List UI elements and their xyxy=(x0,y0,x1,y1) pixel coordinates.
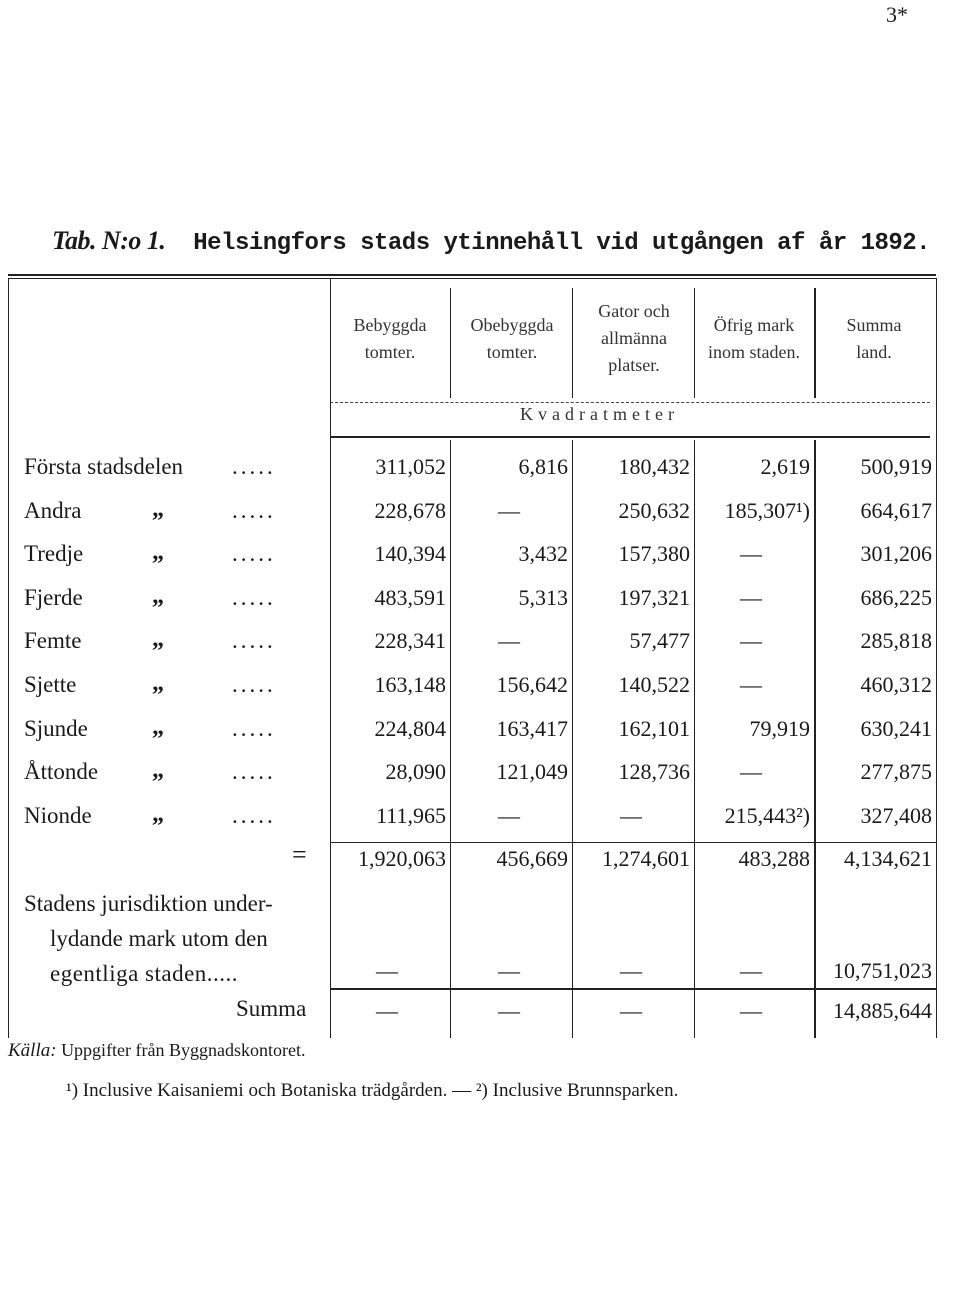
table-cell: 630,241 xyxy=(860,715,932,741)
source-text: Uppgifter från Byggnadskontoret. xyxy=(61,1040,306,1060)
table-cell: 2,619 xyxy=(760,454,810,479)
table-cell: 140,394 xyxy=(374,541,446,567)
ditto-mark: „ xyxy=(152,757,164,784)
table-cell: 1,274,601 xyxy=(602,846,690,871)
table-cell: — xyxy=(740,759,762,785)
table-cell: 250,632 xyxy=(618,497,690,523)
table-cell: 28,090 xyxy=(385,759,446,785)
table-cell: 664,617 xyxy=(860,497,932,523)
row-label: Nionde xyxy=(24,802,92,828)
table-cell: 483,591 xyxy=(374,584,446,610)
header-obebyggda xyxy=(452,312,572,366)
table-cell: 277,875 xyxy=(860,759,932,785)
header-line: Bebyggda xyxy=(353,315,427,335)
table-cell: — xyxy=(498,958,520,983)
header-line: allmänna xyxy=(601,328,667,348)
table-cell: 5,313 xyxy=(518,584,568,610)
table-cell: — xyxy=(740,958,762,983)
ditto-mark: „ xyxy=(152,713,164,740)
table-cell: 157,380 xyxy=(618,541,690,567)
leader-dots: ..... xyxy=(232,672,276,697)
leader-dots: ..... xyxy=(232,759,276,785)
header-line: Summa xyxy=(846,315,902,335)
header-line: Öfrig mark xyxy=(713,315,795,335)
table-cell: — xyxy=(740,541,762,567)
table-cell: 228,341 xyxy=(374,628,446,654)
leader-dots: ..... xyxy=(232,497,276,523)
ditto-mark: „ xyxy=(152,670,164,696)
unit-label: Kvadratmeter xyxy=(520,404,679,424)
header-line: inom staden. xyxy=(708,342,800,362)
source-note xyxy=(8,1040,306,1062)
table-cell: 79,919 xyxy=(749,715,810,741)
table-cell: — xyxy=(498,497,520,523)
header-line: tomter. xyxy=(486,342,538,362)
table-cell: 180,432 xyxy=(618,454,690,479)
jurisdiction-line: lydande mark utom den xyxy=(50,926,268,951)
table-cell: — xyxy=(376,998,398,1023)
row-label: Sjunde xyxy=(24,715,88,741)
footnote: ¹) Inclusive Kaisaniemi och Botaniska trädgården. — ²) Inclusive Brunnsparken. xyxy=(66,1080,679,1101)
table-cell: 4,134,621 xyxy=(844,846,932,871)
leader-dots: ..... xyxy=(232,454,276,479)
row-label: Femte xyxy=(24,628,82,654)
table-cell: 215,443²) xyxy=(724,802,810,828)
row-label: Tredje xyxy=(24,541,84,567)
table-cell: 111,965 xyxy=(376,802,446,828)
header-line: land. xyxy=(856,342,892,362)
table-cell: — xyxy=(740,628,762,654)
table-cell: — xyxy=(498,628,520,654)
leader-dots: ..... xyxy=(232,715,276,741)
table-cell: 185,307¹) xyxy=(724,497,810,523)
table-cell: 121,049 xyxy=(496,759,568,785)
table-cell: 1,920,063 xyxy=(358,846,446,871)
header-bebyggda xyxy=(330,312,450,366)
table-cell: 156,642 xyxy=(496,672,568,697)
header-summa xyxy=(814,312,934,366)
table-cell: 128,736 xyxy=(618,759,690,785)
table-cell: — xyxy=(620,958,642,983)
row-label: Sjette xyxy=(24,672,77,697)
table-cell: 14,885,644 xyxy=(833,998,932,1023)
leader-dots: ..... xyxy=(232,541,276,567)
table-cell: 10,751,023 xyxy=(833,958,932,983)
jurisdiction-line: Stadens jurisdiktion under- xyxy=(24,891,273,916)
ditto-mark: „ xyxy=(152,800,164,827)
table-cell: 228,678 xyxy=(374,497,446,523)
source-label: Källa: xyxy=(8,1040,57,1061)
table-cell: 686,225 xyxy=(860,584,932,610)
table-cell: 301,206 xyxy=(860,541,932,567)
page-number: 3* xyxy=(886,2,908,27)
table-cell: 456,669 xyxy=(496,846,568,871)
table-cell: 224,804 xyxy=(374,715,446,741)
ditto-mark: „ xyxy=(152,582,164,609)
table-cell: 140,522 xyxy=(618,672,690,697)
leader-dots: ..... xyxy=(232,628,276,654)
leader-dots: ..... xyxy=(232,802,276,828)
table-cell: 163,148 xyxy=(374,672,446,697)
ditto-mark: „ xyxy=(152,626,164,653)
table-cell: 3,432 xyxy=(518,541,568,567)
row-label: Andra xyxy=(24,497,82,523)
table-number: Tab. N:o 1. xyxy=(52,226,166,255)
table-cell: 327,408 xyxy=(860,802,932,828)
ditto-mark: „ xyxy=(152,495,164,522)
jurisdiction-label xyxy=(24,886,273,991)
table-cell: — xyxy=(740,584,762,610)
table-cell: — xyxy=(740,672,762,697)
row-label: Första stadsdelen xyxy=(24,454,184,479)
title-text: Helsingfors stads ytinnehåll vid utgången af år 1892. xyxy=(193,230,931,257)
table-cell: 483,288 xyxy=(738,846,810,871)
ditto-mark: „ xyxy=(152,539,164,566)
table-title xyxy=(52,226,930,257)
row-label: Åttonde xyxy=(24,759,99,785)
table-cell: 460,312 xyxy=(860,672,932,697)
table-cell: — xyxy=(376,958,398,983)
table-cell: 162,101 xyxy=(618,715,690,741)
table-cell: 500,919 xyxy=(860,454,932,479)
row-label: Fjerde xyxy=(24,584,83,610)
table-cell: 285,818 xyxy=(860,628,932,654)
header-gator xyxy=(574,298,694,379)
header-line: tomter. xyxy=(364,342,416,362)
leader-dots: ..... xyxy=(232,584,276,610)
jurisdiction-line: egentliga staden..... xyxy=(50,961,239,986)
table-cell: — xyxy=(498,998,520,1023)
table-cell: — xyxy=(740,998,762,1023)
table-cell: 57,477 xyxy=(629,628,690,654)
header-line: Gator och xyxy=(598,301,670,321)
table-cell: 6,816 xyxy=(518,454,568,479)
header-line: platser. xyxy=(608,355,660,375)
table-cell: — xyxy=(620,802,642,828)
summa-label: Summa xyxy=(236,996,307,1021)
table-cell: — xyxy=(620,998,642,1023)
table-cell: — xyxy=(498,802,520,828)
table-cell: 163,417 xyxy=(496,715,568,741)
header-line: Obebyggda xyxy=(470,315,554,335)
table-cell: 197,321 xyxy=(618,584,690,610)
table-cell: 311,052 xyxy=(375,454,446,479)
header-ofrig xyxy=(694,312,814,366)
total-sign: = xyxy=(292,840,307,869)
